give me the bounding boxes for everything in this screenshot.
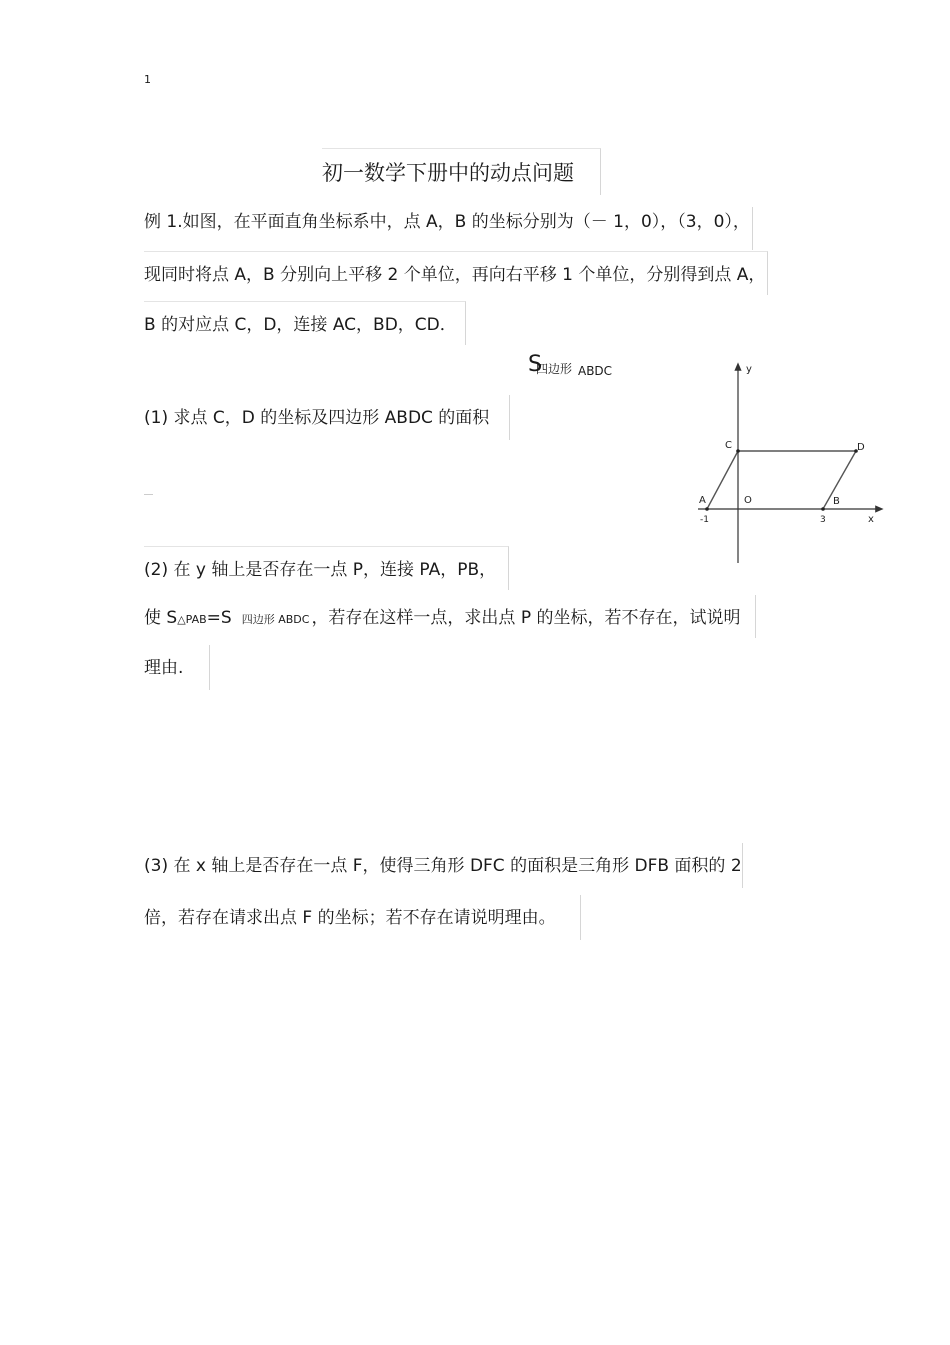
label-d: D xyxy=(857,442,865,453)
area-sub-abdc: ABDC xyxy=(577,364,613,378)
q2-suffix: ，若存在这样一点，求出点 P 的坐标，若不存在，试说明 xyxy=(311,608,741,628)
label-a: A xyxy=(699,495,706,506)
page-title: 初一数学下册中的动点问题 xyxy=(322,148,601,195)
example-line-3: B 的对应点 C，D，连接 AC，BD，CD． xyxy=(144,301,466,345)
label-o: O xyxy=(744,495,752,506)
coordinate-figure xyxy=(690,358,890,570)
page-number: 1 xyxy=(144,73,151,86)
example-line-2: 现同时将点 A，B 分别向上平移 2 个单位，再向右平移 1 个单位，分别得到点 A， xyxy=(144,251,768,295)
area-sub-quadrilateral: 四边形 xyxy=(535,362,572,376)
label-y: y xyxy=(746,364,752,375)
label-x: x xyxy=(868,514,874,525)
question-2-line-1: (2) 在 y 轴上是否存在一点 P，连接 PA，PB， xyxy=(144,546,509,590)
q2-sub-triangle: △PAB xyxy=(177,613,207,626)
example-line-1: 例 1.如图，在平面直角坐标系中，点 A，B 的坐标分别为（－ 1，0），（3，0）， xyxy=(144,207,753,250)
tick-label-neg1: -1 xyxy=(700,515,709,525)
label-c: C xyxy=(725,440,732,451)
area-notation xyxy=(528,352,612,377)
label-b: B xyxy=(833,496,840,507)
question-3-line-1: (3) 在 x 轴上是否存在一点 F，使得三角形 DFC 的面积是三角形 DFB 面积的 2 xyxy=(144,843,743,888)
area-s: S xyxy=(528,352,542,377)
q2-equals-s: =S xyxy=(206,608,232,628)
q2-prefix: 使 S xyxy=(144,608,178,628)
tick-label-3: 3 xyxy=(820,515,826,525)
divider-mark xyxy=(144,494,153,495)
q2-sub-quadrilateral: 四边形 ABDC xyxy=(241,613,310,626)
question-3-line-2: 倍，若存在请求出点 F 的坐标；若不存在请说明理由。 xyxy=(144,895,581,940)
question-1: (1) 求点 C，D 的坐标及四边形 ABDC 的面积 xyxy=(144,395,510,440)
point-a xyxy=(705,507,709,511)
question-2-line-2 xyxy=(144,595,756,638)
point-b xyxy=(821,507,825,511)
segment-ac xyxy=(707,451,738,509)
question-2-line-3: 理由. xyxy=(144,645,210,690)
point-c xyxy=(736,449,740,453)
